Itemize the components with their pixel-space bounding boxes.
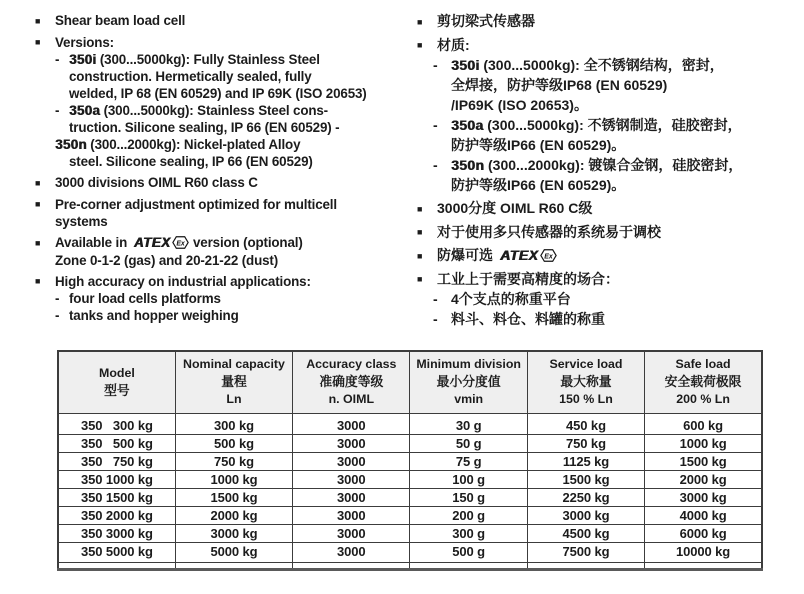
column-header-en: Minimum division bbox=[416, 357, 521, 372]
left-bullet-item bbox=[35, 273, 417, 291]
spec-table-body bbox=[58, 413, 762, 562]
table-cell: 1125 kg bbox=[527, 452, 644, 470]
column-header-zh: 最小分度值 bbox=[436, 374, 501, 390]
bullet-square-icon: ■ bbox=[417, 40, 423, 50]
bullet-square-icon: ■ bbox=[35, 15, 41, 26]
footer-spacer-cell bbox=[527, 562, 644, 569]
column-header bbox=[175, 351, 292, 413]
text-segment: 剪切梁式传感器 bbox=[437, 13, 535, 29]
footer-spacer-cell bbox=[293, 562, 410, 569]
footer-spacer-row bbox=[58, 562, 762, 569]
column-header bbox=[645, 351, 762, 413]
left-sub-line bbox=[35, 102, 417, 119]
text-segment: Shear beam load cell bbox=[55, 13, 186, 28]
line-text bbox=[451, 57, 724, 73]
table-row bbox=[58, 452, 762, 470]
text-segment: truction. Silicone sealing, IP 66 (EN 60529) - bbox=[69, 120, 340, 135]
bullet-square-icon: ■ bbox=[417, 274, 423, 284]
bullet-square-icon: ■ bbox=[35, 177, 41, 188]
line-text bbox=[55, 214, 108, 229]
text-segment: 3000 divisions OIML R60 class C bbox=[55, 175, 258, 190]
text-segment: tanks and hopper weighing bbox=[69, 308, 239, 323]
bullet-square-icon: ■ bbox=[35, 276, 41, 286]
features-chinese-column bbox=[417, 8, 795, 329]
line-text bbox=[451, 177, 625, 193]
bullet-square-icon: ■ bbox=[417, 203, 423, 214]
line-text bbox=[69, 52, 320, 67]
table-cell: 300 kg bbox=[175, 413, 292, 434]
right-sub-line bbox=[417, 95, 795, 115]
right-bullet-item bbox=[417, 222, 795, 243]
right-bullet-item bbox=[417, 198, 795, 219]
table-cell: 1500 kg bbox=[527, 470, 644, 488]
right-bullet-item bbox=[417, 11, 795, 32]
table-cell: 300 g bbox=[410, 524, 527, 542]
table-cell: 600 kg bbox=[645, 413, 762, 434]
table-cell: 3000 bbox=[293, 452, 410, 470]
table-cell: 3000 bbox=[293, 413, 410, 434]
table-cell: 6000 kg bbox=[645, 524, 762, 542]
table-cell: 1000 kg bbox=[175, 470, 292, 488]
table-cell: 350 5000 kg bbox=[58, 542, 175, 562]
table-cell: 3000 kg bbox=[645, 488, 762, 506]
table-row bbox=[58, 470, 762, 488]
table-row bbox=[58, 488, 762, 506]
column-header-zh: 最大称量 bbox=[560, 374, 612, 390]
left-bullet-item bbox=[35, 12, 417, 30]
table-cell: 1000 kg bbox=[645, 434, 762, 452]
line-text bbox=[437, 271, 619, 287]
left-sub-line bbox=[35, 136, 417, 153]
text-segment: (300...2000kg): Nickel-plated Alloy bbox=[86, 137, 301, 152]
column-header-zh: 量程 bbox=[221, 374, 247, 390]
column-header bbox=[58, 351, 175, 413]
left-bullet-item bbox=[35, 174, 417, 192]
bullet-square-icon: ■ bbox=[35, 237, 41, 248]
table-cell: 350 3000 kg bbox=[58, 524, 175, 542]
table-cell: 2250 kg bbox=[527, 488, 644, 506]
table-cell: 3000 bbox=[293, 542, 410, 562]
line-text bbox=[55, 197, 337, 212]
text-segment: (300...5000kg): Stainless Steel cons- bbox=[100, 103, 328, 118]
dash-marker: - bbox=[55, 291, 60, 306]
atex-label: ATEX bbox=[133, 235, 171, 250]
column-header-zh: 安全载荷极限 bbox=[664, 374, 742, 390]
table-cell: 350 500 kg bbox=[58, 434, 175, 452]
table-cell: 3000 bbox=[293, 470, 410, 488]
table-row bbox=[58, 542, 762, 562]
line-text bbox=[69, 120, 339, 135]
column-header bbox=[410, 351, 527, 413]
footer-spacer-cell bbox=[645, 562, 762, 569]
text-segment: construction. Hermetically sealed, fully bbox=[69, 69, 312, 84]
text-segment: (300...5000kg): Fully Stainless Steel bbox=[96, 52, 320, 67]
table-cell: 350 750 kg bbox=[58, 452, 175, 470]
atex-logo bbox=[497, 247, 557, 263]
dash-marker: - bbox=[433, 291, 438, 307]
line-text bbox=[437, 13, 535, 29]
column-header bbox=[527, 351, 644, 413]
column-header-en: Service load bbox=[549, 357, 623, 372]
table-cell: 1500 kg bbox=[175, 488, 292, 506]
text-segment: 防护等级IP66 (EN 60529)。 bbox=[451, 177, 626, 193]
line-text bbox=[451, 157, 742, 173]
text-segment: Versions: bbox=[55, 34, 114, 50]
bullet-square-icon: ■ bbox=[417, 227, 423, 237]
table-cell: 3000 kg bbox=[175, 524, 292, 542]
dash-marker: - bbox=[433, 157, 438, 173]
right-bullet-item bbox=[417, 245, 795, 266]
table-cell: 50 g bbox=[410, 434, 527, 452]
text-segment: Zone 0-1-2 (gas) and 20-21-22 (dust) bbox=[55, 252, 279, 268]
table-cell: 4500 kg bbox=[527, 524, 644, 542]
table-cell: 2000 kg bbox=[645, 470, 762, 488]
left-sub-line bbox=[35, 290, 417, 307]
table-cell: 3000 bbox=[293, 524, 410, 542]
right-sub-line bbox=[417, 55, 795, 75]
table-cell: 3000 bbox=[293, 434, 410, 452]
line-text bbox=[451, 137, 625, 153]
line-text bbox=[451, 311, 605, 327]
right-sub-line bbox=[417, 115, 795, 135]
table-cell: 200 g bbox=[410, 506, 527, 524]
line-text bbox=[55, 35, 114, 50]
dash-marker: - bbox=[433, 311, 438, 327]
column-header-zh: 准确度等级 bbox=[319, 374, 384, 390]
model-name: 350i bbox=[451, 57, 480, 73]
model-name: 350i bbox=[69, 52, 97, 67]
left-bullet-item bbox=[35, 234, 417, 252]
svg-text:Ex: Ex bbox=[176, 240, 186, 248]
table-row bbox=[58, 506, 762, 524]
column-header bbox=[293, 351, 410, 413]
column-header-en: Nominal capacity bbox=[183, 357, 285, 372]
text-segment: 材质: bbox=[437, 36, 470, 53]
model-name: 350n bbox=[55, 137, 87, 152]
table-cell: 150 g bbox=[410, 488, 527, 506]
text-segment: 防爆可选 bbox=[437, 247, 497, 263]
bullet-square-icon: ■ bbox=[35, 199, 41, 209]
line-text bbox=[69, 103, 328, 118]
table-cell: 1500 kg bbox=[645, 452, 762, 470]
line-text bbox=[451, 117, 742, 133]
text-segment: Available in bbox=[55, 235, 131, 250]
model-name: 350a bbox=[69, 103, 100, 118]
line-text bbox=[437, 200, 592, 216]
text-segment: (300...5000kg): 全不锈钢结构，密封， bbox=[479, 57, 724, 73]
column-header-en: Model bbox=[99, 365, 135, 380]
column-header-sub: Ln bbox=[226, 392, 242, 407]
line-text bbox=[451, 291, 571, 307]
table-cell: 2000 kg bbox=[175, 506, 292, 524]
left-sub-line bbox=[35, 119, 417, 136]
column-header-sub: vmin bbox=[454, 392, 484, 407]
column-header-sub: 200 % Ln bbox=[676, 392, 730, 407]
text-segment: 全焊接，防护等级IP68 (EN 60529) bbox=[451, 77, 668, 93]
footer-spacer-cell bbox=[58, 562, 175, 569]
text-segment: welded, IP 68 (EN 60529) and IP 69K (ISO 20653) bbox=[69, 86, 367, 101]
left-bullet-item bbox=[35, 34, 417, 52]
line-text bbox=[69, 69, 312, 84]
line-text bbox=[55, 274, 311, 289]
column-header-sub: n. OIML bbox=[328, 392, 375, 407]
table-cell: 10000 kg bbox=[645, 542, 762, 562]
dash-marker: - bbox=[55, 52, 60, 67]
table-cell: 500 kg bbox=[175, 434, 292, 452]
line-text bbox=[451, 77, 667, 93]
text-segment: (300...5000kg): 不锈钢制造，硅胶密封， bbox=[483, 117, 742, 133]
right-sub-line bbox=[417, 135, 795, 155]
left-sub-line bbox=[35, 51, 417, 68]
line-text bbox=[437, 247, 557, 263]
table-cell: 350 300 kg bbox=[58, 413, 175, 434]
column-header-sub: 150 % Ln bbox=[559, 392, 613, 407]
column-header-en: Safe load bbox=[675, 357, 731, 372]
line-text bbox=[69, 308, 239, 323]
table-cell: 30 g bbox=[410, 413, 527, 434]
table-row bbox=[58, 413, 762, 434]
text-segment: (300...2000kg): 镀镍合金钢，硅胶密封， bbox=[484, 157, 743, 173]
line-text bbox=[55, 253, 278, 268]
table-row bbox=[58, 524, 762, 542]
dash-marker: - bbox=[55, 308, 60, 323]
svg-text:Ex: Ex bbox=[544, 253, 553, 261]
text-segment: four load cells platforms bbox=[69, 291, 221, 306]
model-name: 350a bbox=[451, 117, 484, 133]
atex-ex-hexagon-icon bbox=[540, 249, 557, 262]
table-cell: 3000 bbox=[293, 488, 410, 506]
dash-marker: - bbox=[55, 103, 60, 118]
atex-ex-hexagon-icon bbox=[172, 236, 189, 249]
line-text bbox=[55, 137, 300, 152]
table-cell: 100 g bbox=[410, 470, 527, 488]
spec-table-footer bbox=[58, 562, 762, 569]
right-sub-line bbox=[417, 175, 795, 195]
header-row bbox=[58, 351, 762, 413]
features-english-column bbox=[35, 8, 417, 329]
table-cell: 75 g bbox=[410, 452, 527, 470]
line-text bbox=[69, 154, 313, 169]
dash-marker: - bbox=[433, 117, 438, 133]
model-name: 350n bbox=[451, 157, 485, 173]
bullet-square-icon: ■ bbox=[417, 250, 423, 261]
left-sub-line bbox=[35, 252, 417, 269]
table-cell: 350 2000 kg bbox=[58, 506, 175, 524]
text-segment: 对于使用多只传感器的系统易于调校 bbox=[437, 223, 661, 240]
right-sub-line bbox=[417, 289, 795, 309]
line-text bbox=[437, 224, 661, 240]
atex-label: ATEX bbox=[499, 247, 539, 263]
line-text bbox=[55, 235, 303, 250]
table-cell: 350 1000 kg bbox=[58, 470, 175, 488]
text-segment: 料斗、料仓、料罐的称重 bbox=[451, 311, 605, 327]
table-cell: 500 g bbox=[410, 542, 527, 562]
table-cell: 4000 kg bbox=[645, 506, 762, 524]
text-segment: 4个支点的称重平台 bbox=[451, 291, 571, 307]
left-sub-line bbox=[35, 153, 417, 170]
text-segment: High accuracy on industrial applications: bbox=[55, 273, 311, 289]
dash-marker: - bbox=[433, 57, 438, 73]
column-header-zh: 型号 bbox=[104, 382, 130, 398]
feature-columns bbox=[35, 8, 795, 329]
line-text bbox=[69, 86, 367, 101]
right-bullet-item bbox=[417, 269, 795, 290]
left-sub-line bbox=[35, 213, 417, 230]
table-cell: 5000 kg bbox=[175, 542, 292, 562]
bullet-square-icon: ■ bbox=[417, 16, 423, 27]
line-text bbox=[55, 175, 258, 190]
left-bullet-item bbox=[35, 196, 417, 214]
text-segment: version (optional) bbox=[189, 235, 303, 250]
text-segment: 工业上于需要高精度的场合： bbox=[437, 270, 619, 287]
table-cell: 350 1500 kg bbox=[58, 488, 175, 506]
text-segment: /IP69K (ISO 20653)。 bbox=[451, 97, 588, 113]
right-sub-line bbox=[417, 75, 795, 95]
table-cell: 7500 kg bbox=[527, 542, 644, 562]
line-text bbox=[69, 291, 221, 306]
left-sub-line bbox=[35, 85, 417, 102]
table-cell: 750 kg bbox=[175, 452, 292, 470]
text-segment: steel. Silicone sealing, IP 66 (EN 60529) bbox=[69, 154, 313, 169]
text-segment: Pre-corner adjustment optimized for multicell bbox=[55, 196, 337, 212]
footer-spacer-cell bbox=[175, 562, 292, 569]
table-cell: 3000 kg bbox=[527, 506, 644, 524]
table-row bbox=[58, 434, 762, 452]
line-text bbox=[55, 13, 185, 28]
text-segment: 防护等级IP66 (EN 60529)。 bbox=[451, 137, 626, 153]
right-sub-line bbox=[417, 309, 795, 329]
left-sub-line bbox=[35, 68, 417, 85]
atex-logo bbox=[131, 235, 190, 250]
column-header-en: Accuracy class bbox=[306, 357, 397, 372]
bullet-square-icon: ■ bbox=[35, 37, 41, 47]
spec-table-header bbox=[58, 351, 762, 413]
capacity-spec-table bbox=[57, 350, 763, 571]
line-text bbox=[437, 37, 470, 53]
right-sub-line bbox=[417, 155, 795, 175]
table-cell: 450 kg bbox=[527, 413, 644, 434]
right-bullet-item bbox=[417, 35, 795, 56]
text-segment: 3000分度 OIML R60 C级 bbox=[437, 200, 593, 216]
table-cell: 750 kg bbox=[527, 434, 644, 452]
left-sub-line bbox=[35, 307, 417, 324]
text-segment: systems bbox=[55, 214, 108, 229]
table-cell: 3000 bbox=[293, 506, 410, 524]
footer-spacer-cell bbox=[410, 562, 527, 569]
line-text bbox=[451, 97, 588, 113]
